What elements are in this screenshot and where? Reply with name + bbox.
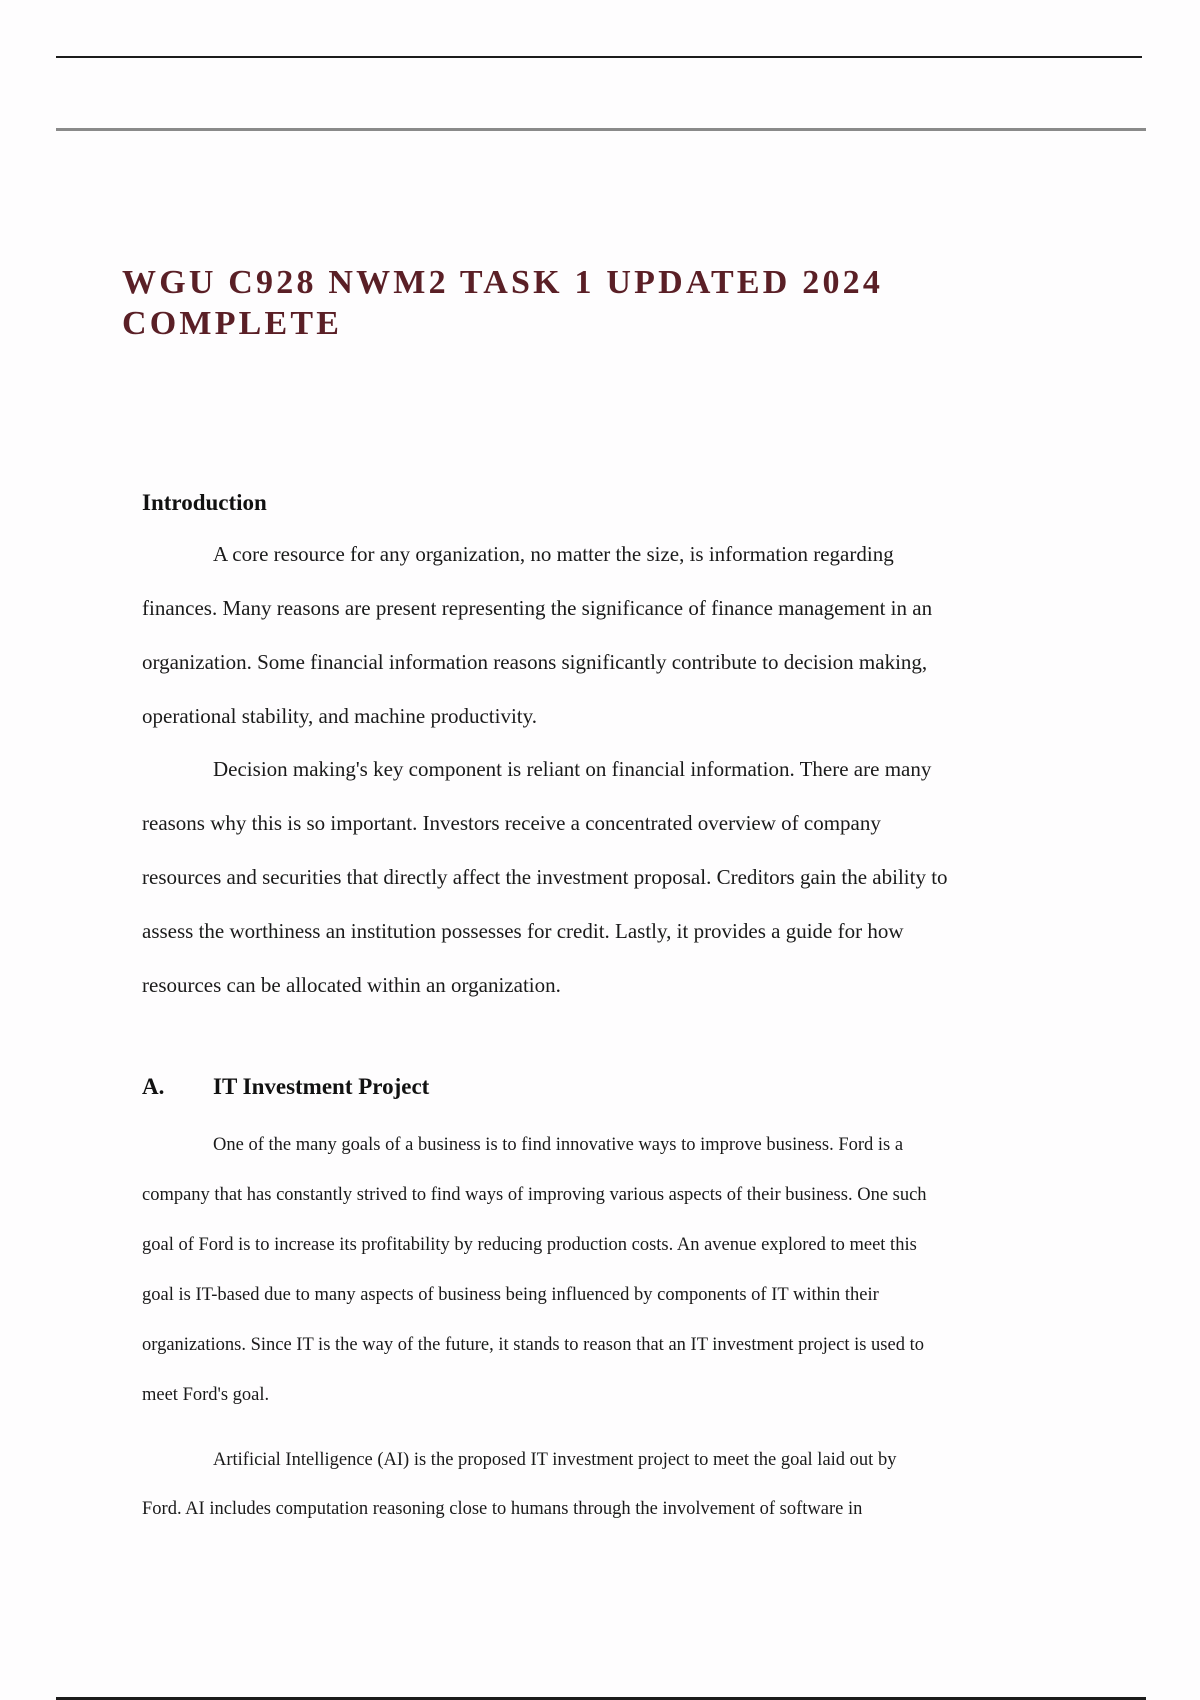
text-line: A core resource for any organization, no matter the size, is information regarding: [213, 542, 894, 566]
text-line: Artificial Intelligence (AI) is the proposed IT investment project to meet the goal laid out by: [213, 1450, 897, 1470]
document-title: [122, 262, 1022, 344]
text-line: resources can be allocated within an organization.: [142, 973, 561, 997]
header-rule-top: [56, 56, 1142, 58]
document-title-line-2: COMPLETE: [122, 305, 343, 342]
text-line: operational stability, and machine productivity.: [142, 704, 538, 728]
text-line: Ford. AI includes computation reasoning close to humans through the involvement of software in: [142, 1499, 863, 1519]
it-project-paragraph-1: [142, 1120, 1062, 1420]
document-title-line-1: WGU C928 NWM2 TASK 1 UPDATED 2024: [122, 264, 884, 301]
intro-paragraph-1: [142, 527, 1062, 743]
header-rule-bottom: [56, 128, 1146, 131]
text-line: organizations. Since IT is the way of the future, it stands to reason that an IT investment project is used to: [142, 1335, 924, 1355]
text-line: One of the many goals of a business is to find innovative ways to improve business. Ford is a: [213, 1135, 904, 1155]
text-line: meet Ford's goal.: [142, 1385, 270, 1405]
section-heading-it-investment-project: [142, 1074, 429, 1100]
text-line: organization. Some financial information reasons significantly contribute to decision making,: [142, 650, 928, 674]
section-letter: A.: [142, 1074, 165, 1099]
text-line: resources and securities that directly affect the investment proposal. Creditors gain the ability to: [142, 865, 948, 889]
intro-paragraph-2: [142, 742, 1062, 1012]
text-line: goal is IT-based due to many aspects of business being influenced by components of IT within their: [142, 1285, 879, 1305]
text-line: finances. Many reasons are present representing the significance of finance management in an: [142, 596, 933, 620]
it-project-paragraph-2: [142, 1436, 1062, 1534]
text-line: Decision making's key component is reliant on financial information. There are many: [213, 757, 932, 781]
text-line: company that has constantly strived to find ways of improving various aspects of their business. One such: [142, 1185, 927, 1205]
text-line: reasons why this is so important. Investors receive a concentrated overview of company: [142, 811, 881, 835]
text-line: goal of Ford is to increase its profitability by reducing production costs. An avenue explored to meet this: [142, 1235, 917, 1255]
section-heading-text: IT Investment Project: [213, 1074, 430, 1099]
text-line: assess the worthiness an institution possesses for credit. Lastly, it provides a guide for how: [142, 919, 904, 943]
section-heading-introduction: Introduction: [142, 490, 267, 515]
